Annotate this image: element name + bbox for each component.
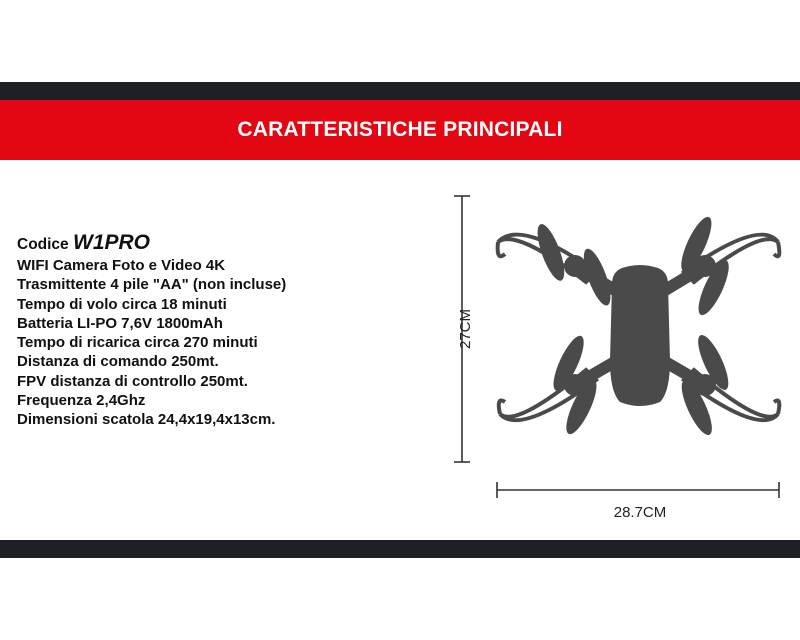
propeller-bottom-left xyxy=(548,332,602,437)
product-code-line xyxy=(17,232,286,256)
spec-line: Dimensioni scatola 24,4x19,4x13cm. xyxy=(17,411,276,429)
spec-line: Frequenza 2,4Ghz xyxy=(17,392,146,410)
spec-line: WIFI Camera Foto e Video 4K xyxy=(17,257,226,274)
propeller-top-right xyxy=(676,213,735,318)
banner-title: CARATTERISTICHE PRINCIPALI xyxy=(237,118,563,141)
propeller-bottom-right xyxy=(676,331,734,438)
drone-body xyxy=(610,265,670,406)
spec-list xyxy=(17,232,286,430)
top-dark-bar xyxy=(0,82,800,100)
spec-line: FPV distanza di controllo 250mt. xyxy=(17,372,248,390)
width-dimension xyxy=(497,482,779,498)
bottom-dark-bar xyxy=(0,540,800,558)
width-label: 28.7CM xyxy=(613,504,667,521)
height-label: 27CM xyxy=(456,308,474,350)
propeller-top-left xyxy=(532,221,616,308)
drone-body-group xyxy=(498,213,780,438)
drone-diagram xyxy=(440,180,800,530)
code-label: Codice xyxy=(17,236,69,253)
spec-line: Tempo di ricarica circa 270 minuti xyxy=(17,334,258,352)
spec-line: Batteria LI-PO 7,6V 1800mAh xyxy=(17,314,223,332)
spec-line: Trasmittente 4 pile "AA" (non incluse) xyxy=(17,276,287,294)
header-banner xyxy=(0,100,800,160)
code-value: W1PRO xyxy=(73,231,151,254)
spec-line: Tempo di volo circa 18 minuti xyxy=(17,295,227,313)
spec-line: Distanza di comando 250mt. xyxy=(17,353,219,371)
